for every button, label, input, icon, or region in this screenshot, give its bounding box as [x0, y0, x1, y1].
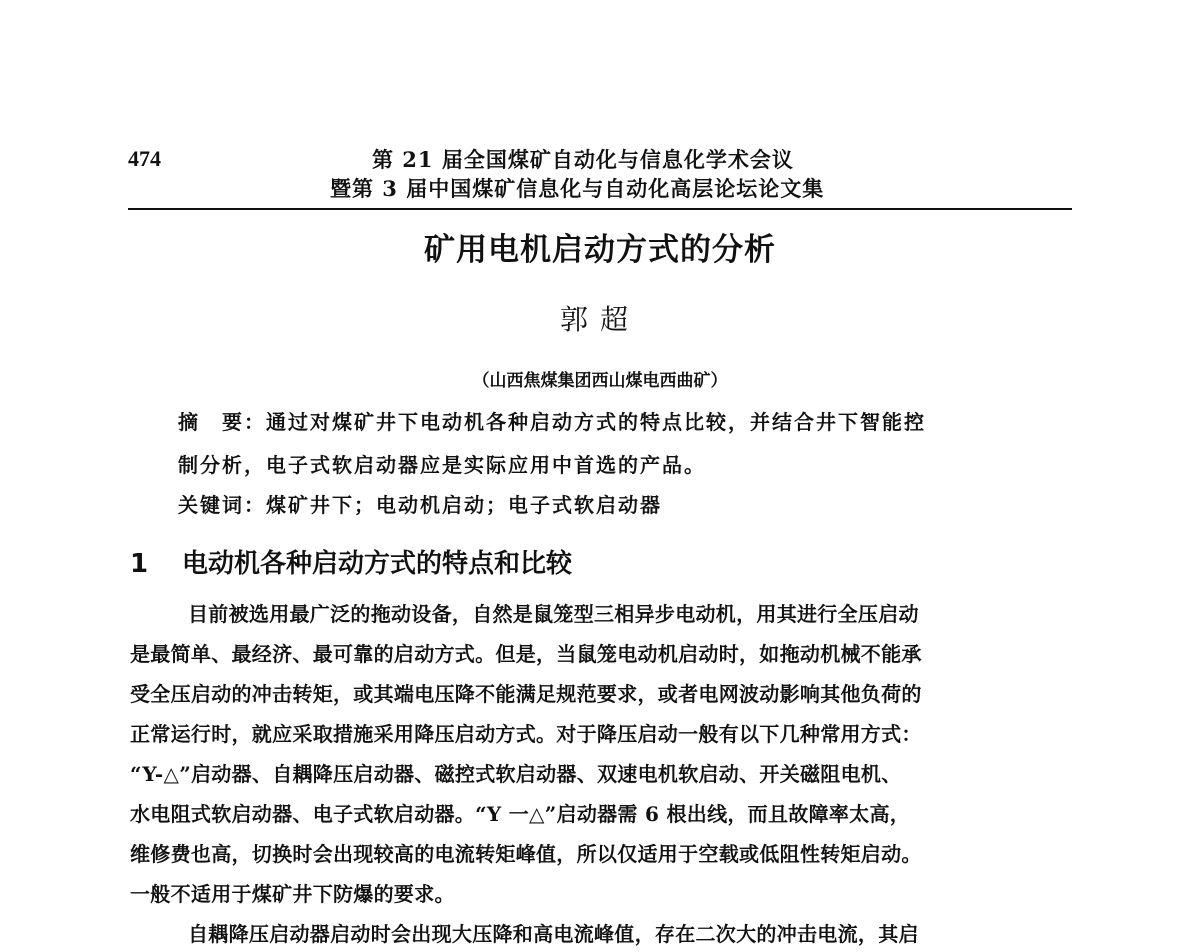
body-line: 一般不适用于煤矿井下防爆的要求。 [130, 882, 455, 906]
conference-title-line2: 暨第 3 届中国煤矿信息化与自动化高层论坛论文集 [330, 176, 825, 201]
body-line: 受全压启动的冲击转矩，或其端电压降不能满足规范要求，或者电网波动影响其他负荷的 [130, 682, 922, 706]
body-line: 自耦降压启动器启动时会出现大压降和高电流峰值，存在二次大的冲击电流，其启 [188, 922, 919, 946]
abstract-text-1: 通过对煤矿井下电动机各种启动方式的特点比较，并结合井下智能控 [266, 410, 926, 434]
author-name: 郭超 [559, 303, 640, 336]
section-title: 电动机各种启动方式的特点和比较 [182, 549, 573, 579]
body-line: 水电阻式软启动器、电子式软启动器。“Y 一△”启动器需 6 根出线，而且故障率太高， [130, 802, 911, 826]
abstract-line1 [178, 406, 926, 435]
abstract-text-2: 制分析，电子式软启动器应是实际应用中首选的产品。 [178, 453, 706, 477]
section-number: 1 [130, 549, 149, 579]
body-line: “Y-△”启动器、自耦降压启动器、磁控式软启动器、双速电机软启动、开关磁阻电机、 [130, 762, 902, 786]
body-line: 正常运行时，就应采取措施采用降压启动方式。对于降压启动一般有以下几种常用方式： [130, 722, 922, 746]
conference-title-line1: 第 21 届全国煤矿自动化与信息化学术会议 [372, 147, 794, 172]
page-number: 474 [128, 146, 161, 171]
body-line: 维修费也高，切换时会出现较高的电流转矩峰值，所以仅适用于空载或低阻性转矩启动。 [130, 842, 922, 866]
affiliation: （山西焦煤集团西山煤电西曲矿） [472, 371, 728, 391]
section-heading [130, 543, 572, 580]
keywords-label: 关键词： [178, 493, 266, 517]
header-rule [128, 208, 1072, 210]
paper-title: 矿用电机启动方式的分析 [424, 232, 776, 268]
abstract-label: 摘 要： [178, 410, 266, 434]
body-line: 目前被选用最广泛的拖动设备，自然是鼠笼型三相异步电动机，用其进行全压启动 [188, 602, 919, 626]
body-line: 是最简单、最经济、最可靠的启动方式。但是，当鼠笼电动机启动时，如拖动机械不能承 [130, 642, 922, 666]
keywords-line [178, 489, 662, 518]
abstract-line2 [178, 449, 706, 478]
keywords-text: 煤矿井下；电动机启动；电子式软启动器 [266, 493, 662, 517]
